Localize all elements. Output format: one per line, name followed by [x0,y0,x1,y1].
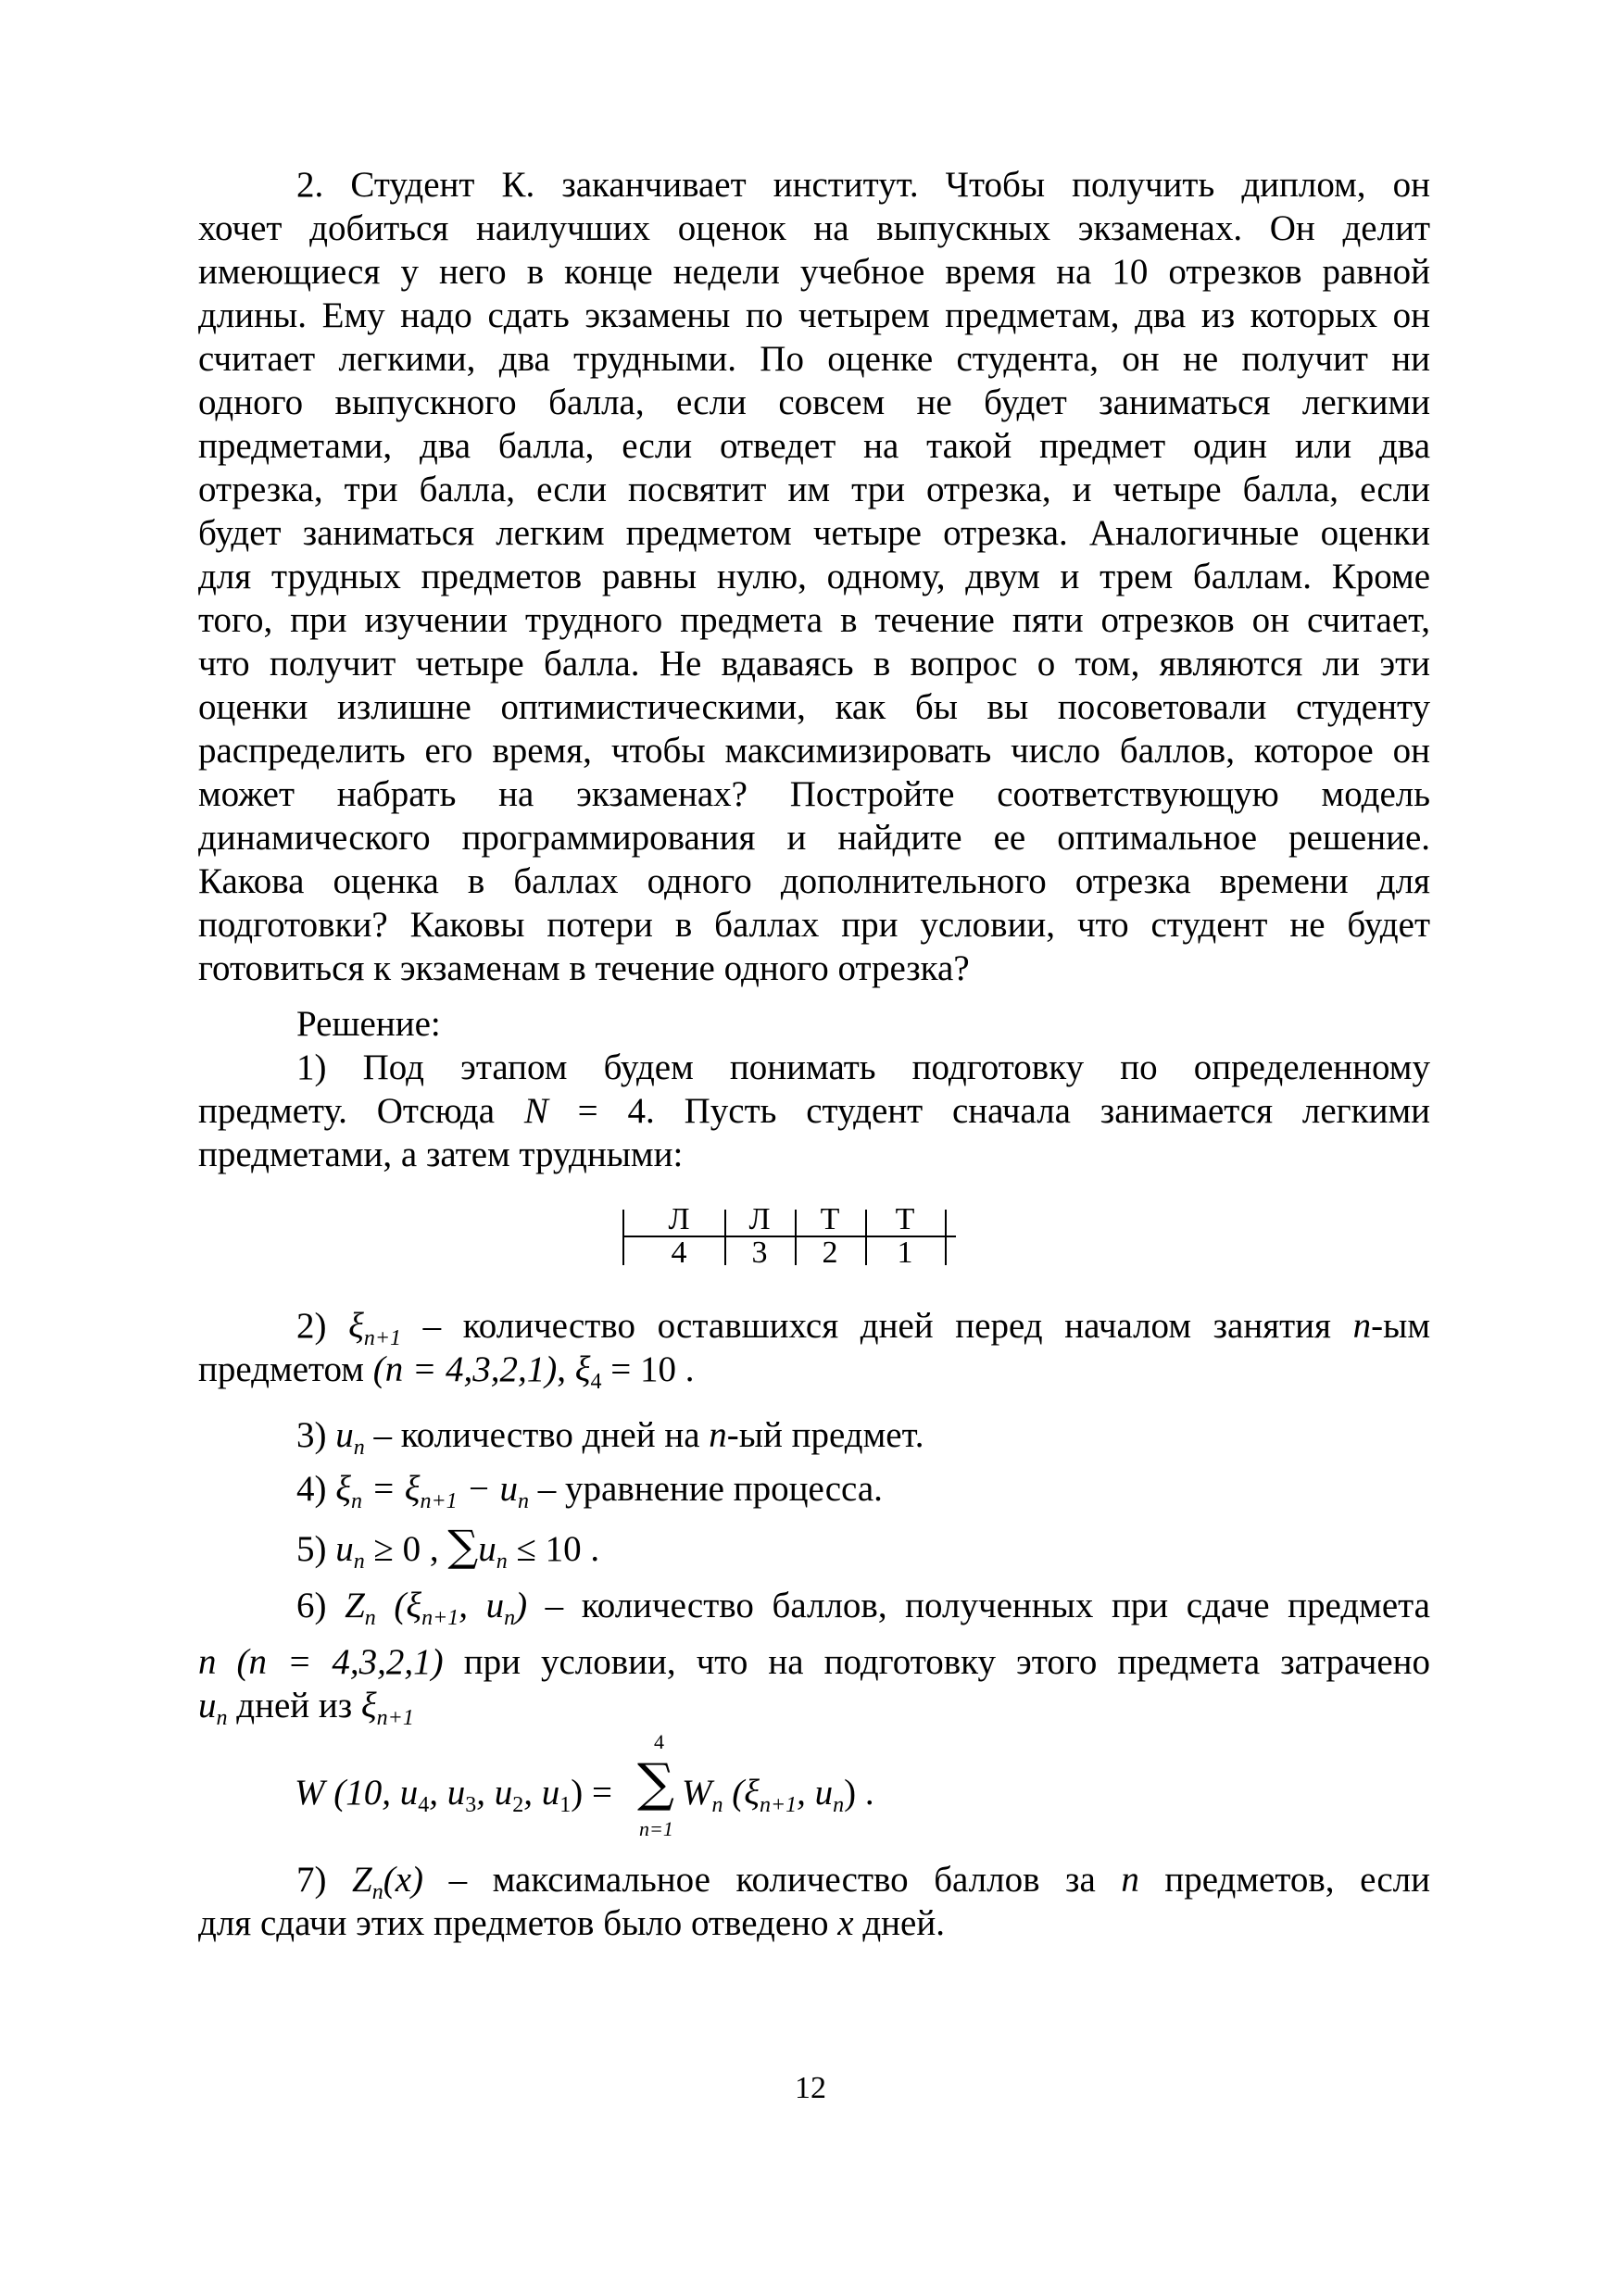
stage-diagram [622,1202,956,1270]
step-2-line-2: предметом (n = 4,3,2,1), $\xi_4 = 10$ . [198,1349,695,1394]
step-3: 3) $u_n$ – количество дней на n-ый предмет. [296,1415,924,1460]
diagram-tick [724,1210,726,1265]
step-1-line-1: 1) Под этапом будем понимать подготовку по определенному [296,1048,1430,1087]
problem-line: что получит четыре балла. Не вдаваясь в вопрос о том, являются ли эти [198,644,1430,684]
problem-line: длины. Ему надо сдать экзамены по четырем предметам, два из которых он [198,295,1430,335]
problem-line: подготовки? Каковы потери в баллах при условии, что студент не будет [198,905,1430,945]
step-7-line-1: 7) $Z_n(x)$ – максимальное количество баллов за n предметов, если [296,1860,1430,1904]
problem-line: отрезка, три балла, если посвятит им три отрезка, и четыре балла, если [198,470,1430,509]
problem-line: будет заниматься легким предметом четыре отрезка. Аналогичные оценки [198,513,1430,553]
step-4: 4) $\xi_n = \xi_{n+1} - u_n$ – уравнение процесса. [296,1469,883,1513]
step-7 [198,1858,1430,1945]
problem-line: может набрать на экзаменах? Постройте соответствующую модель [198,774,1430,814]
problem-line: считает легкими, два трудными. По оценке студента, он не получит ни [198,339,1430,379]
diagram-subject: Л [748,1202,771,1236]
diagram-subject: Л [668,1202,690,1236]
problem-line: оценки излишне оптимистическими, как бы вы посоветовали студенту [198,687,1430,727]
step-6-line-2: n (n = 4,3,2,1) при условии, что на подготовку этого предмета затрачено [198,1642,1431,1682]
solution-heading: Решение: [296,1004,441,1044]
sum-lower-limit: n=1 [639,1817,673,1840]
problem-line: того, при изучении трудного предмета в течение пяти отрезков он считает, [198,600,1430,640]
sum-symbol: ∑ [637,1753,674,1813]
diagram-tick [945,1210,947,1265]
diagram-subject: Т [820,1202,840,1236]
problem-paragraph [198,163,1430,990]
step-7-line-2: для сдачи этих предметов было отведено x дней. [198,1903,945,1943]
step-1-line-2: предмету. Отсюда N = 4. Пусть студент сначала занимается легкими [198,1091,1431,1131]
problem-line: 2. Студент К. заканчивает институт. Чтобы получить диплом, он [296,165,1430,205]
objective-formula: W (10, $u_4$, $u_3$, $u_2$, $u_1$) = [295,1773,612,1817]
diagram-tick [795,1210,797,1265]
diagram-stage: 4 [671,1236,687,1270]
page-number: 12 [795,2071,826,2105]
sum-upper-limit: 4 [654,1730,664,1753]
problem-line: для трудных предметов равны нулю, одному, двум и трем баллам. Кроме [198,557,1430,596]
step-6-line-1: 6) $Z_n$ ($\xi_{n+1}$, $u_n$) – количество баллов, полученных при сдаче предмета [296,1586,1430,1630]
step-2-line-1: 2) $\xi_{n+1}$ – количество оставшихся дней перед началом занятия n-ым [296,1306,1430,1350]
problem-line: готовиться к экзаменам в течение одного отрезка? [198,948,970,988]
step-1 [198,1046,1430,1176]
diagram-tick [622,1210,624,1265]
problem-line: Какова оценка в баллах одного дополнительного отрезка времени для [198,861,1430,901]
step-1-line-3: предметами, а затем трудными: [198,1135,684,1174]
problem-line: распределить его время, чтобы максимизировать число баллов, которое он [198,731,1430,771]
objective-formula-rhs: $W_n$ ($\xi_{n+1}$, $u_n$) . [682,1773,874,1817]
diagram-stage: 1 [897,1236,913,1270]
diagram-subject: Т [895,1202,915,1236]
problem-line: хочет добиться наилучших оценок на выпускных экзаменах. Он делит [198,208,1430,248]
diagram-stage: 3 [751,1236,768,1270]
diagram-tick [865,1210,867,1265]
problem-line: имеющиеся у него в конце недели учебное время на 10 отрезков равной [198,252,1430,292]
step-2 [198,1304,1430,1394]
problem-line: динамического программирования и найдите ее оптимальное решение. [198,818,1430,858]
step-6-line-3: $u_n$ дней из $\xi_{n+1}$ [198,1686,414,1730]
problem-line: одного выпускного балла, если совсем не будет заниматься легкими [198,383,1430,422]
problem-line: предметами, два балла, если отведет на такой предмет один или два [198,426,1430,466]
step-6 [198,1584,1431,1730]
diagram-stage: 2 [822,1236,838,1270]
step-5: 5) $u_n \ge 0$ , $\sum u_n \le 10$ . [296,1521,600,1574]
